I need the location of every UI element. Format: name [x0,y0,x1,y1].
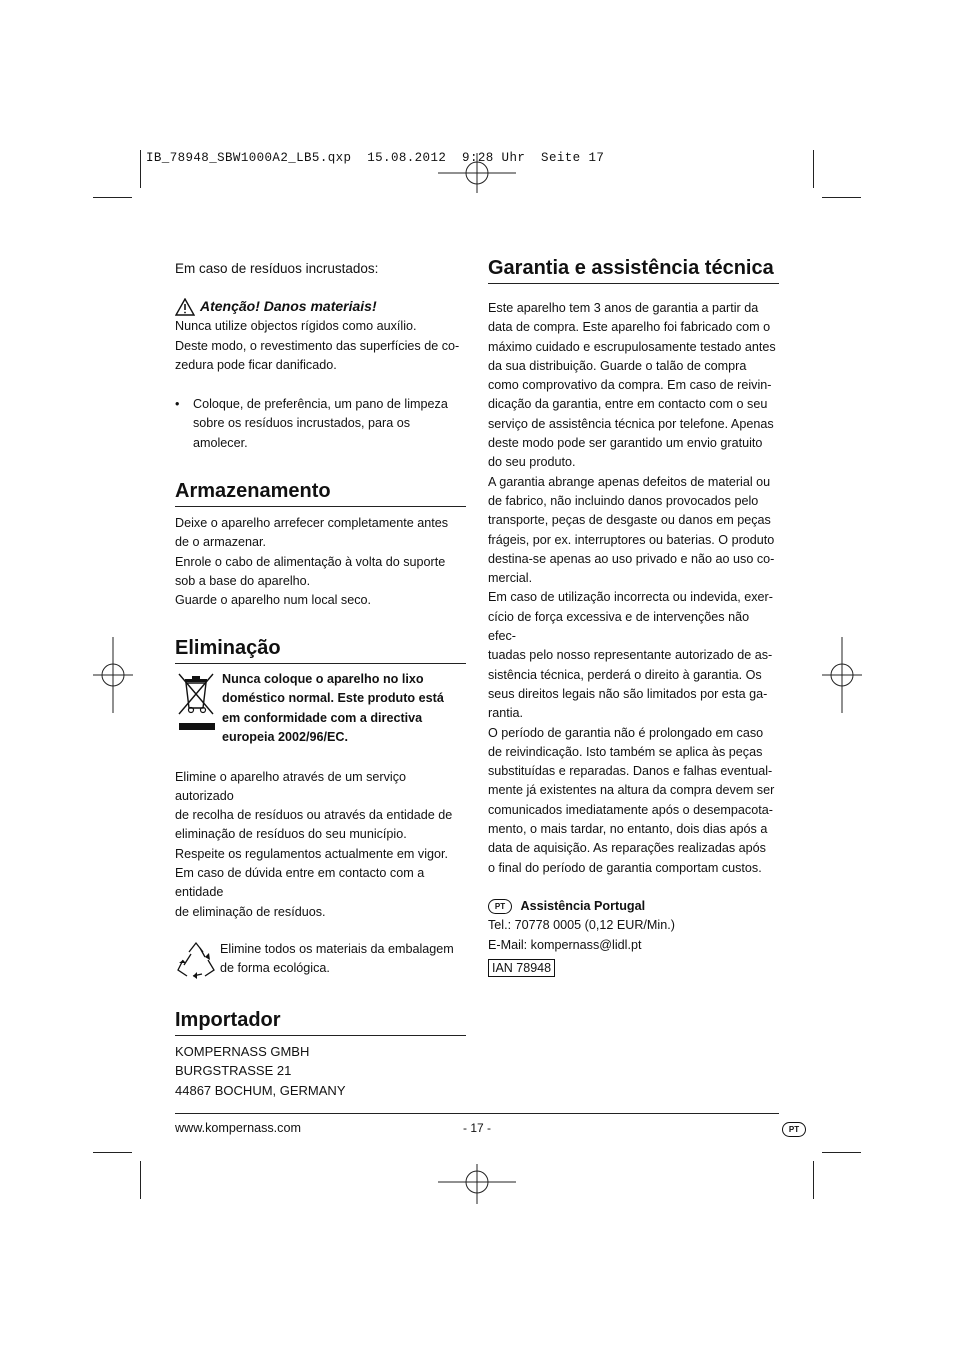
service-heading [488,897,779,916]
text-line: Elimine todos os materiais da embalagem [220,941,454,956]
text-line: de o armazenar. [175,535,267,550]
text-line: Nunca coloque o aparelho no lixo [222,671,424,686]
armazenamento-text [175,514,466,610]
registration-mark-icon [822,637,862,713]
warning-heading [175,297,466,316]
service-title: Assistência Portugal [520,898,646,913]
intro-text: Em caso de resíduos incrustados: [175,261,379,276]
text-line: deste modo pode ser garantido um envio gratuito [488,436,763,451]
importador-address [175,1042,466,1101]
crop-mark [140,1161,141,1199]
warning-triangle-icon [175,298,195,316]
text-line: serviço de assistência técnica por telefone. Apenas [488,416,774,431]
ian-box: IAN 78948 [488,959,555,977]
crop-mark [822,1152,861,1153]
text-line: doméstico normal. Este produto está [222,691,444,706]
text-line: Nunca utilize objectos rígidos como auxílio. [175,319,417,334]
crop-mark [93,197,132,198]
text-line: Em caso de utilização incorrecta ou indevida, exer- [488,590,773,605]
text-line: mento, o mais tardar, no entanto, dois dias após a [488,822,768,837]
text-line: tuadas pelo nosso representante autorizado de as- [488,648,773,663]
text-line: transporte, peças de desgaste ou danos em peças [488,513,771,528]
right-column [488,256,779,978]
text-line: de forma ecológica. [220,961,330,976]
text-line: comunicados imediatamente após o desempacota- [488,802,773,817]
garantia-text [488,299,779,878]
country-badge: PT [488,899,512,914]
address-line: 44867 BOCHUM, GERMANY [175,1082,346,1098]
address-line: KOMPERNASS GMBH [175,1043,310,1059]
section-heading-armazenamento: Armazenamento [175,479,466,507]
text-line: o final do período de garantia comportam custos. [488,860,762,875]
text-line: Coloque, de preferência, um pano de limpeza [193,397,448,412]
registration-mark-icon [93,637,133,713]
text-line: substituídas e reparadas. Danos e falhas eventual- [488,764,773,779]
text-line: data de compra. Este aparelho foi fabricado com o [488,320,771,335]
text-line: mente já existentes na altura da compra devem ser [488,783,775,798]
text-line: frágeis, por ex. interruptores ou baterias. O produto [488,532,775,547]
left-column [175,259,466,1139]
footer-country-badge: PT [782,1122,806,1137]
crop-mark [140,150,141,188]
text-line: sistência técnica, perderá o direito à garantia. Os [488,667,762,682]
text-line: Respeite os regulamentos actualmente em vigor. [175,846,449,861]
text-line: de fabrico, não incluindo danos provocados pelo [488,493,759,508]
text-line: de recolha de resíduos ou através da entidade de [175,808,453,823]
recycle-text [220,940,454,980]
print-header: IB_78948_SBW1000A2_LB5.qxp 15.08.2012 9:28 Uhr Seite 17 [146,151,605,165]
text-line: de eliminação de resíduos. [175,904,326,919]
section-heading-eliminacao: Eliminação [175,636,466,664]
text-line: destina-se apenas ao uso privado e não ao uso co- [488,551,775,566]
text-line: O período de garantia não é prolongado em caso [488,725,764,740]
text-line: europeia 2002/96/EC. [222,730,349,745]
text-line: Deste modo, o revestimento das superfícies de co- [175,338,460,353]
section-heading-importador: Importador [175,1008,466,1036]
text-line: máximo cuidado e escrupulosamente testado antes [488,339,776,354]
crop-mark [813,1161,814,1199]
crop-mark [813,150,814,188]
text-line: Este aparelho tem 3 anos de garantia a partir da [488,301,759,315]
text-line: de reivindicação. Isto também se aplica às peças [488,744,763,759]
eliminacao-text [175,768,466,922]
text-line: seus direitos legais não são limitados por esta ga- [488,686,768,701]
text-line: Elimine o aparelho através de um serviço autorizado [175,769,406,803]
text-line: sobre os resíduos incrustados, para os amolecer. [193,416,411,450]
text-line: Enrole o cabo de alimentação à volta do suporte [175,554,446,569]
service-email[interactable]: E-Mail: kompernass@lidl.pt [488,937,642,952]
weee-block [175,670,466,748]
section-heading-garantia: Garantia e assistência técnica [488,256,779,284]
address-line: BURGSTRASSE 21 [175,1063,292,1079]
bullet-item [175,395,466,453]
recycle-icon [175,940,217,980]
text-line: Em caso de dúvida entre em contacto com a entidade [175,866,425,900]
service-block [488,897,779,978]
text-line: sob a base do aparelho. [175,573,311,588]
text-line: do seu produto. [488,455,576,470]
bullet-dot: • [175,397,180,412]
crop-mark [93,1152,132,1153]
registration-mark-icon [438,1164,516,1204]
text-line: A garantia abrange apenas defeitos de material ou [488,474,771,489]
text-line: como comprovativo da compra. Em caso de reivin- [488,378,772,393]
crossed-bin-icon [175,670,219,732]
warning-text [175,317,466,375]
text-line: zedura pode ficar danificado. [175,357,337,372]
service-tel: Tel.: 70778 0005 (0,12 EUR/Min.) [488,918,675,933]
text-line: data de aquisição. As reparações realizadas após [488,841,766,856]
registration-mark-icon [438,153,516,193]
weee-warning [222,670,444,748]
warning-title: Atenção! Danos materiais! [200,298,377,314]
text-line: rantia. [488,706,524,721]
crop-mark [822,197,861,198]
text-line: Deixe o aparelho arrefecer completamente antes [175,516,449,531]
recycle-block [175,940,466,980]
text-line: mercial. [488,571,533,586]
website-link[interactable]: www.kompernass.com [175,1121,301,1136]
text-line: da sua distribuição. Guarde o talão de compra [488,358,747,373]
text-line: dicação da garantia, entre em contacto com o seu [488,397,768,412]
page-number: - 17 - [462,1121,491,1135]
text-line: cício de força excessiva e de intervenções não efec- [488,609,750,644]
text-line: em conformidade com a directiva [222,710,423,725]
footer-rule [175,1113,779,1114]
text-line: eliminação de resíduos do seu município. [175,827,407,842]
text-line: Guarde o aparelho num local seco. [175,593,372,608]
